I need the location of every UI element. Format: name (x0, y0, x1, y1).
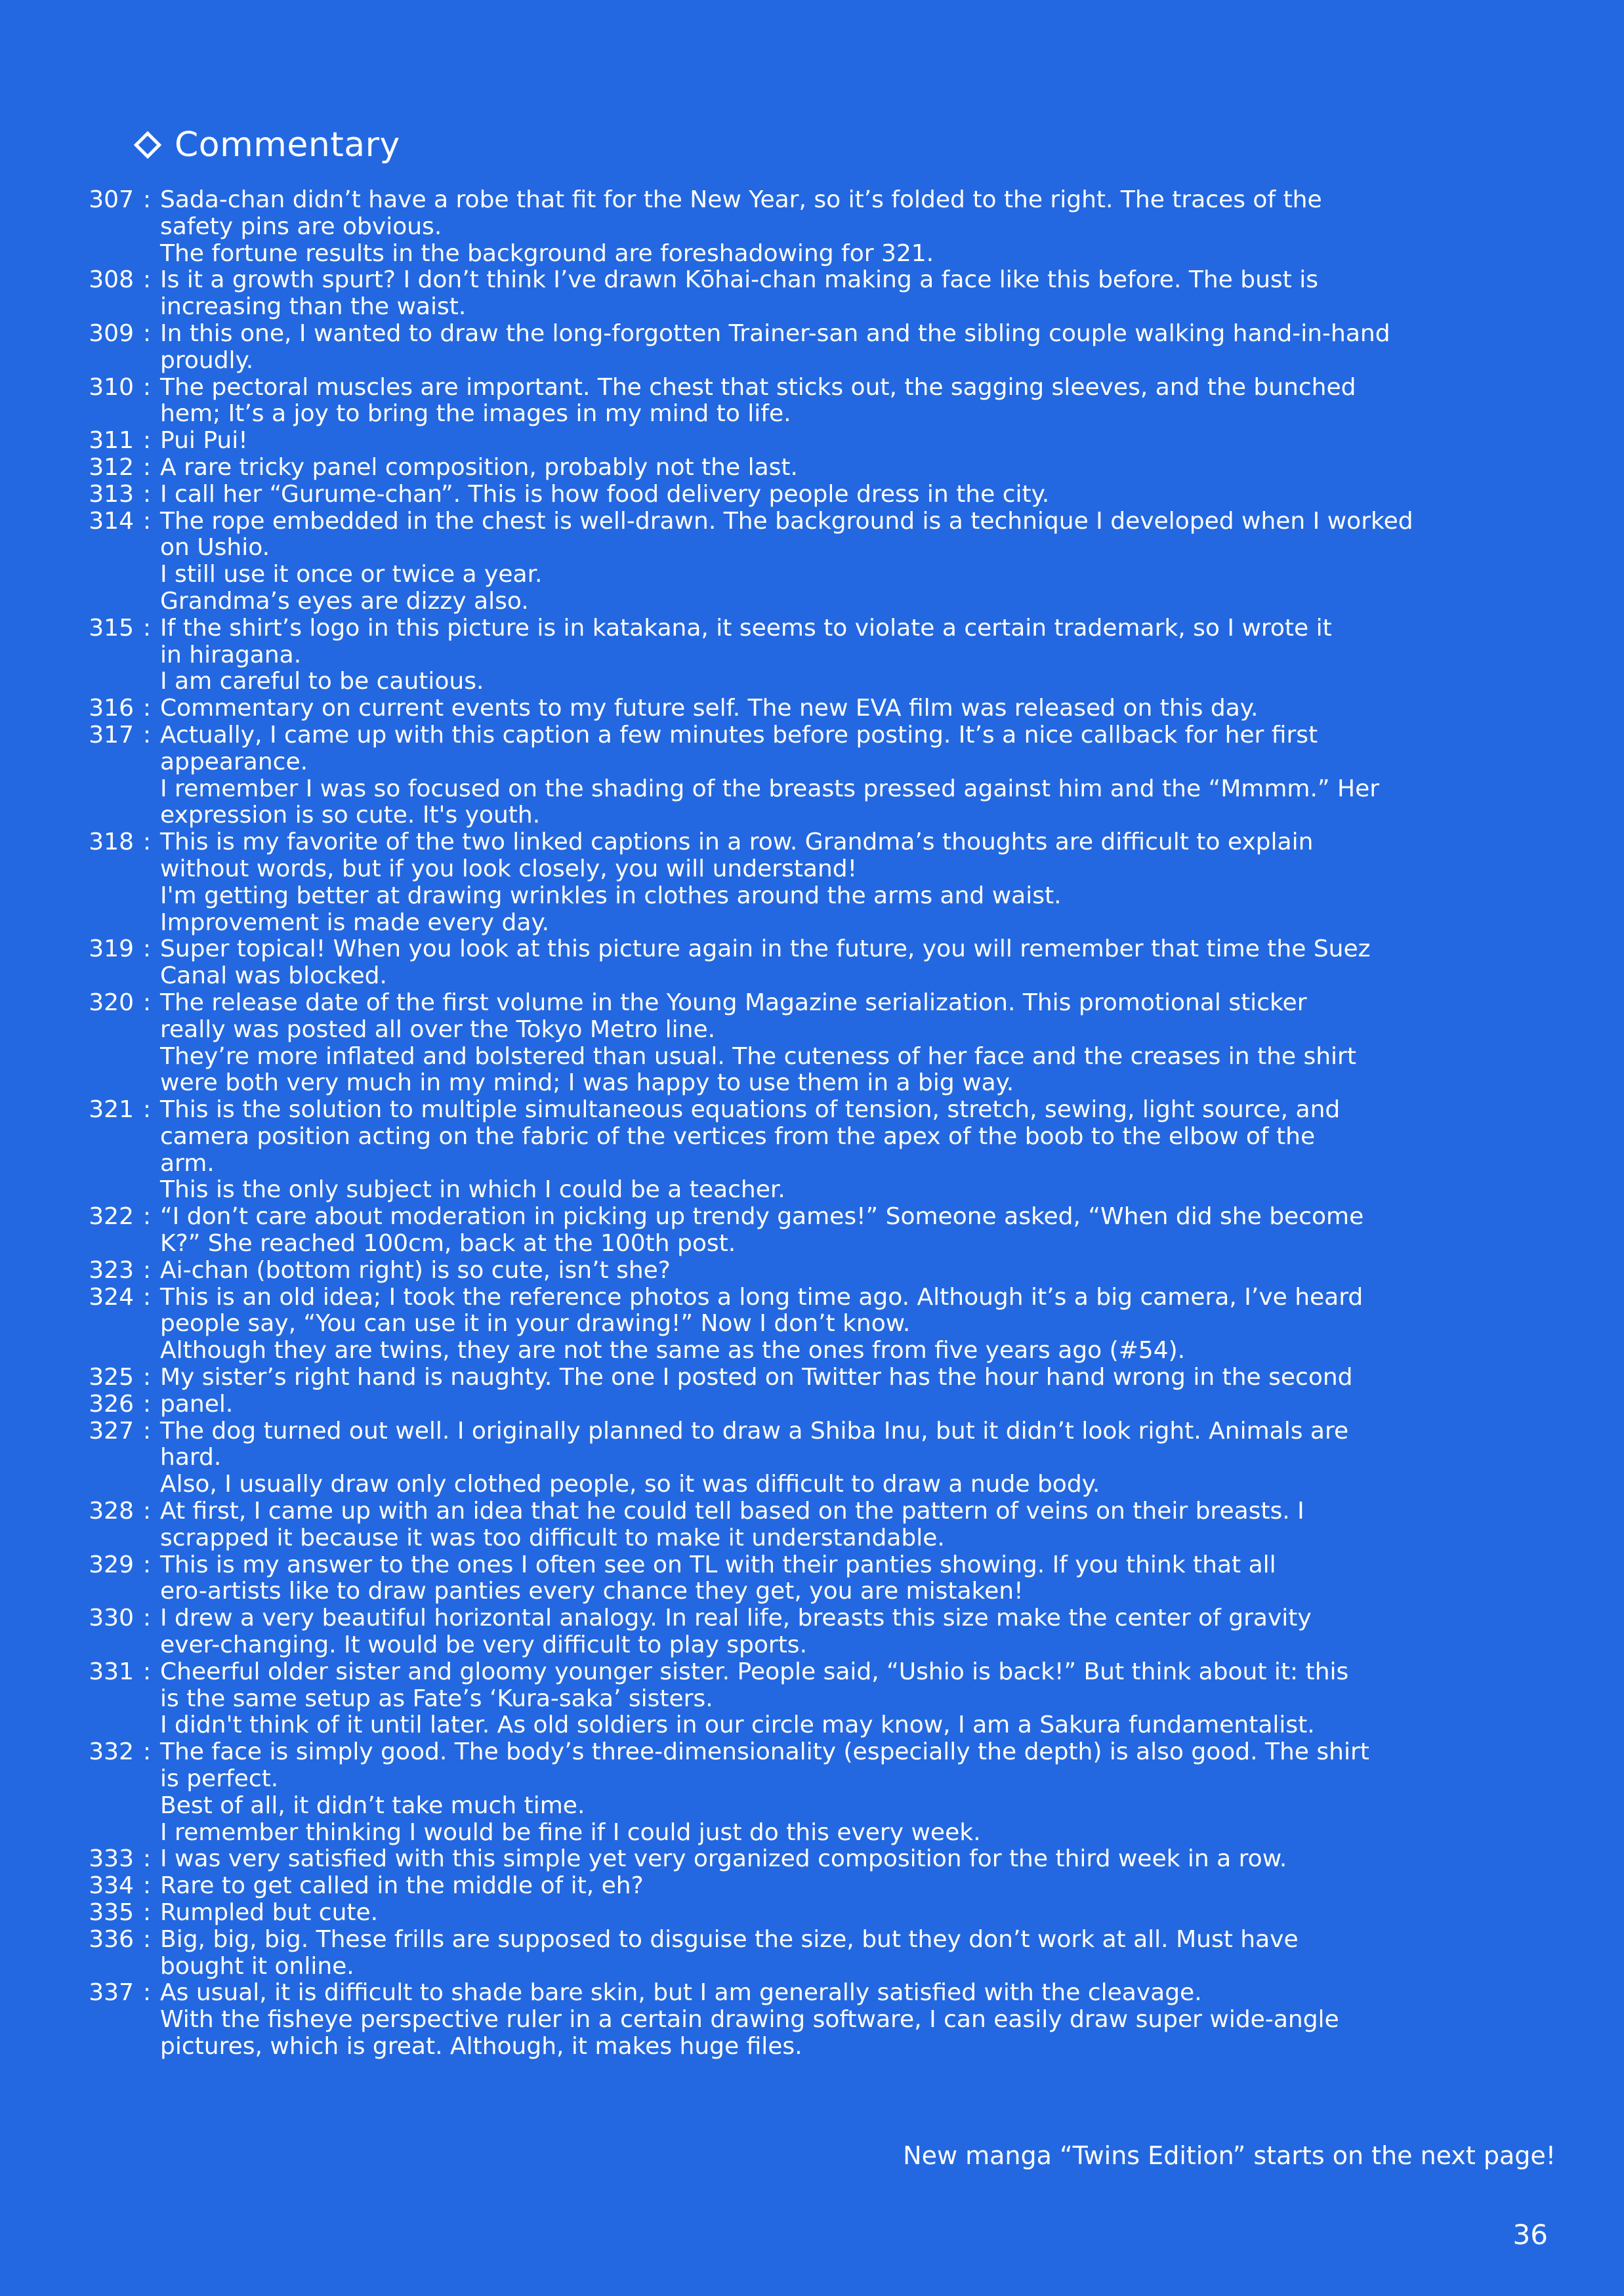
entry-number: 321 (89, 1096, 134, 1124)
entry-text (160, 1739, 1564, 1846)
entry-text-line: I call her “Gurume-chan”. This is how food delivery people dress in the city. (160, 480, 1050, 508)
commentary-entry (0, 1900, 1624, 1927)
commentary-entry (0, 1258, 1624, 1284)
entry-separator: : (142, 1498, 152, 1525)
commentary-entry (0, 1873, 1624, 1900)
entry-text (160, 1204, 1564, 1258)
entry-separator: : (142, 695, 152, 722)
entry-number: 329 (89, 1551, 134, 1578)
entry-number: 319 (89, 935, 134, 963)
entry-text (160, 1498, 1564, 1552)
entry-number: 333 (89, 1845, 134, 1873)
entry-text-line: Also, I usually draw only clothed people, so it was difficult to draw a nude body. (160, 1471, 1100, 1498)
commentary-entry (0, 615, 1624, 695)
entry-text-line: scrapped it because it was too difficult to make it understandable. (160, 1524, 945, 1551)
entry-number: 325 (89, 1364, 134, 1391)
entry-text (160, 428, 1564, 455)
entry-separator: : (142, 427, 152, 455)
entry-separator: : (142, 507, 152, 535)
commentary-entry (0, 482, 1624, 508)
entry-text-line: In this one, I wanted to draw the long-forgotten Trainer-san and the sibling couple walking hand-in-hand (160, 319, 1390, 347)
entry-text (160, 1927, 1564, 1980)
entry-text (160, 321, 1564, 375)
entry-text-line: They’re more inflated and bolstered than usual. The cuteness of her face and the creases in the shirt (160, 1042, 1356, 1070)
entry-number: 336 (89, 1925, 134, 1953)
entry-text-line: My sister’s right hand is naughty. The one I posted on Twitter has the hour hand wrong in the second (160, 1364, 1353, 1391)
entry-text-line: Pui Pui! (160, 427, 248, 455)
commentary-entry (0, 428, 1624, 455)
page-number: 36 (1512, 2219, 1548, 2251)
entry-separator: : (142, 989, 152, 1016)
entry-text-line: I am careful to be cautious. (160, 668, 484, 695)
entry-separator: : (142, 1899, 152, 1926)
entry-separator: : (142, 1872, 152, 1900)
entry-text-line: I didn't think of it until later. As old soldiers in our circle may know, I am a Sakura fundamentalist. (160, 1712, 1315, 1739)
commentary-entry (0, 1739, 1624, 1846)
commentary-entry (0, 829, 1624, 936)
entry-text (160, 936, 1564, 990)
entry-text-line: Improvement is made every day. (160, 909, 550, 936)
entry-text-line: ever-changing. It would be very difficult to play sports. (160, 1631, 808, 1659)
entry-number: 322 (89, 1203, 134, 1231)
entry-text-line: arm. (160, 1149, 215, 1177)
entry-text (160, 990, 1564, 1097)
entry-text-line: The release date of the first volume in the Young Magazine serialization. This promotional sticker (160, 989, 1307, 1016)
commentary-entry (0, 1498, 1624, 1552)
commentary-entry (0, 187, 1624, 267)
entry-number: 308 (89, 266, 134, 294)
commentary-entries (0, 187, 1624, 2060)
entry-text-line: Is it a growth spurt? I don’t think I’ve drawn Kōhai-chan making a face like this before. The bust is (160, 266, 1318, 294)
entry-text (160, 455, 1564, 482)
entry-text-line: Canal was blocked. (160, 962, 387, 990)
entry-separator: : (142, 1364, 152, 1391)
entry-text (160, 1846, 1564, 1873)
entry-text (160, 1364, 1564, 1391)
entry-separator: : (142, 266, 152, 294)
entry-text (160, 829, 1564, 936)
entry-separator: : (142, 480, 152, 508)
entry-text (160, 482, 1564, 508)
commentary-entry (0, 1204, 1624, 1258)
entry-number: 315 (89, 614, 134, 642)
commentary-entry (0, 267, 1624, 321)
commentary-entry (0, 1846, 1624, 1873)
entry-number: 328 (89, 1498, 134, 1525)
entry-text-line: really was posted all over the Tokyo Metro line. (160, 1015, 716, 1043)
entry-text (160, 1258, 1564, 1284)
entry-text (160, 1659, 1564, 1739)
entry-separator: : (142, 614, 152, 642)
commentary-entry (0, 455, 1624, 482)
entry-text-line: expression is so cute. It's youth. (160, 802, 541, 829)
entry-text-line: proudly. (160, 346, 254, 374)
entry-separator: : (142, 1738, 152, 1766)
entry-text-line: camera position acting on the fabric of the vertices from the apex of the boob to the elbow of the (160, 1122, 1316, 1150)
entry-text-line: The pectoral muscles are important. The chest that sticks out, the sagging sleeves, and the bunched (160, 373, 1356, 401)
entry-text-line: With the fisheye perspective ruler in a certain drawing software, I can easily draw super wide-angle (160, 2006, 1339, 2034)
entry-text-line: Rumpled but cute. (160, 1899, 379, 1926)
commentary-entry (0, 508, 1624, 615)
entry-number: 309 (89, 319, 134, 347)
entry-text (160, 1900, 1564, 1927)
entry-text-line: people say, “You can use it in your drawing!” Now I don’t know. (160, 1310, 911, 1338)
commentary-title: Commentary (175, 125, 400, 165)
commentary-entry (0, 1980, 1624, 2060)
entry-text-line: Actually, I came up with this caption a few minutes before posting. It’s a nice callback for her first (160, 721, 1318, 748)
entry-text-line: Sada-chan didn’t have a robe that fit for the New Year, so it’s folded to the right. The traces of the (160, 186, 1322, 213)
entry-separator: : (142, 453, 152, 481)
entry-text-line: without words, but if you look closely, you will understand! (160, 855, 858, 882)
commentary-entry (0, 1364, 1624, 1391)
entry-text (160, 695, 1564, 722)
entry-text-line: I was very satisfied with this simple yet very organized composition for the third week in a row. (160, 1845, 1287, 1873)
entry-separator: : (142, 1845, 152, 1873)
commentary-entry (0, 321, 1624, 375)
entry-text (160, 615, 1564, 695)
entry-text-line: I still use it once or twice a year. (160, 561, 543, 588)
commentary-entry (0, 695, 1624, 722)
next-page-note: New manga “Twins Edition” starts on the next page! (903, 2141, 1556, 2170)
entry-text-line: Ai-chan (bottom right) is so cute, isn’t she? (160, 1256, 671, 1284)
entry-number: 335 (89, 1899, 134, 1926)
entry-separator: : (142, 1256, 152, 1284)
entry-separator: : (142, 935, 152, 963)
entry-number: 307 (89, 186, 134, 213)
entry-number: 330 (89, 1605, 134, 1632)
commentary-entry (0, 1097, 1624, 1204)
entry-text (160, 1605, 1564, 1659)
commentary-entry (0, 1552, 1624, 1606)
entry-number: 331 (89, 1658, 134, 1685)
entry-text-line: This is an old idea; I took the reference photos a long time ago. Although it’s a big camera, I’ve heard (160, 1283, 1364, 1311)
entry-number: 313 (89, 480, 134, 508)
entry-text-line: panel. (160, 1390, 234, 1418)
commentary-entry (0, 1605, 1624, 1659)
entry-text-line: bought it online. (160, 1952, 354, 1980)
entry-separator: : (142, 1979, 152, 2007)
entry-separator: : (142, 1658, 152, 1685)
entry-text (160, 1284, 1564, 1364)
entry-number: 314 (89, 507, 134, 535)
entry-text-line: is perfect. (160, 1765, 279, 1793)
entry-text (160, 187, 1564, 267)
commentary-entry (0, 375, 1624, 428)
commentary-entry (0, 936, 1624, 990)
entry-text-line: As usual, it is difficult to shade bare skin, but I am generally satisfied with the cleavage. (160, 1979, 1202, 2007)
entry-text-line: K?” She reached 100cm, back at the 100th post. (160, 1230, 736, 1258)
entry-text-line: This is the solution to multiple simultaneous equations of tension, stretch, sewing, light source, and (160, 1096, 1341, 1124)
entry-separator: : (142, 1203, 152, 1231)
entry-separator: : (142, 1925, 152, 1953)
entry-text-line: The dog turned out well. I originally planned to draw a Shiba Inu, but it didn’t look right. Animals are (160, 1417, 1349, 1445)
entry-text-line: If the shirt’s logo in this picture is in katakana, it seems to violate a certain trademark, so I wrote it (160, 614, 1332, 642)
entry-text-line: This is my favorite of the two linked captions in a row. Grandma’s thoughts are difficult to explain (160, 829, 1314, 856)
entry-text-line: increasing than the waist. (160, 293, 467, 321)
entry-text-line: A rare tricky panel composition, probably not the last. (160, 453, 798, 481)
entry-text (160, 1552, 1564, 1606)
entry-text-line: This is the only subject in which I could be a teacher. (160, 1176, 785, 1204)
entry-text (160, 1097, 1564, 1204)
entry-text-line: Super topical! When you look at this picture again in the future, you will remember that time the Suez (160, 935, 1371, 963)
entry-text-line: Commentary on current events to my future self. The new EVA film was released on this day. (160, 695, 1259, 722)
entry-text-line: I remember thinking I would be fine if I could just do this every week. (160, 1818, 981, 1846)
entry-number: 320 (89, 989, 134, 1016)
entry-number: 326 (89, 1390, 134, 1418)
entry-separator: : (142, 1390, 152, 1418)
entry-text-line: Grandma’s eyes are dizzy also. (160, 587, 529, 615)
entry-number: 316 (89, 695, 134, 722)
entry-text-line: At first, I came up with an idea that he could tell based on the pattern of veins on their breasts. I (160, 1498, 1304, 1525)
commentary-entry (0, 990, 1624, 1097)
entry-separator: : (142, 1551, 152, 1578)
entry-text-line: hard. (160, 1444, 222, 1471)
entry-separator: : (142, 829, 152, 856)
entry-number: 311 (89, 427, 134, 455)
entry-number: 337 (89, 1979, 134, 2007)
entry-text-line: The rope embedded in the chest is well-drawn. The background is a technique I developed when I worked (160, 507, 1413, 535)
entry-text-line: I drew a very beautiful horizontal analogy. In real life, breasts this size make the center of gravity (160, 1605, 1312, 1632)
entry-text (160, 1391, 1564, 1418)
commentary-entry (0, 1391, 1624, 1418)
entry-text-line: Best of all, it didn’t take much time. (160, 1792, 585, 1819)
entry-text-line: Big, big, big. These frills are supposed to disguise the size, but they don’t work at all. Must have (160, 1925, 1299, 1953)
entry-separator: : (142, 721, 152, 748)
entry-text-line: in hiragana. (160, 641, 302, 668)
entry-text-line: on Ushio. (160, 534, 270, 562)
entry-separator: : (142, 1283, 152, 1311)
entry-text-line: This is my answer to the ones I often see on TL with their panties showing. If you think that all (160, 1551, 1276, 1578)
entry-number: 327 (89, 1417, 134, 1445)
entry-text (160, 722, 1564, 829)
entry-text (160, 1418, 1564, 1498)
entry-text-line: Although they are twins, they are not the same as the ones from five years ago (#54). (160, 1337, 1186, 1364)
entry-text-line: I'm getting better at drawing wrinkles in clothes around the arms and waist. (160, 882, 1062, 909)
entry-number: 317 (89, 721, 134, 748)
entry-number: 310 (89, 373, 134, 401)
commentary-entry (0, 1284, 1624, 1364)
entry-text-line: I remember I was so focused on the shading of the breasts pressed against him and the “Mmmm.” Her (160, 775, 1380, 802)
entry-number: 323 (89, 1256, 134, 1284)
entry-text-line: ero-artists like to draw panties every chance they get, you are mistaken! (160, 1578, 1024, 1605)
entry-text (160, 375, 1564, 428)
entry-separator: : (142, 319, 152, 347)
commentary-entry (0, 1418, 1624, 1498)
commentary-entry (0, 722, 1624, 829)
entry-number: 332 (89, 1738, 134, 1766)
entry-text-line: Cheerful older sister and gloomy younger sister. People said, “Ushio is back!” But think about it: this (160, 1658, 1349, 1685)
entry-text-line: appearance. (160, 748, 308, 775)
entry-separator: : (142, 1096, 152, 1124)
entry-text-line: safety pins are obvious. (160, 213, 442, 240)
entry-number: 334 (89, 1872, 134, 1900)
entry-text-line: Rare to get called in the middle of it, eh? (160, 1872, 644, 1900)
entry-text-line: “I don’t care about moderation in picking up trendy games!” Someone asked, “When did she become (160, 1203, 1364, 1231)
entry-text-line: were both very much in my mind; I was happy to use them in a big way. (160, 1069, 1014, 1097)
entry-number: 312 (89, 453, 134, 481)
entry-text-line: The fortune results in the background are foreshadowing for 321. (160, 239, 934, 267)
entry-separator: : (142, 1605, 152, 1632)
entry-text-line: hem; It’s a joy to bring the images in my mind to life. (160, 400, 791, 428)
entry-number: 318 (89, 829, 134, 856)
commentary-heading (130, 122, 400, 168)
entry-text (160, 267, 1564, 321)
entry-number: 324 (89, 1283, 134, 1311)
entry-text (160, 508, 1564, 615)
commentary-entry (0, 1927, 1624, 1980)
entry-separator: : (142, 186, 152, 213)
entry-separator: : (142, 1417, 152, 1445)
entry-text-line: pictures, which is great. Although, it makes huge files. (160, 2032, 802, 2060)
commentary-entry (0, 1659, 1624, 1739)
entry-text-line: The face is simply good. The body’s three-dimensionality (especially the depth) is also good. The shirt (160, 1738, 1369, 1766)
entry-separator: : (142, 373, 152, 401)
diamond-outline-icon (134, 131, 161, 159)
entry-text (160, 1873, 1564, 1900)
entry-text-line: is the same setup as Fate’s ‘Kura-saka’ sisters. (160, 1685, 713, 1712)
entry-text (160, 1980, 1564, 2060)
